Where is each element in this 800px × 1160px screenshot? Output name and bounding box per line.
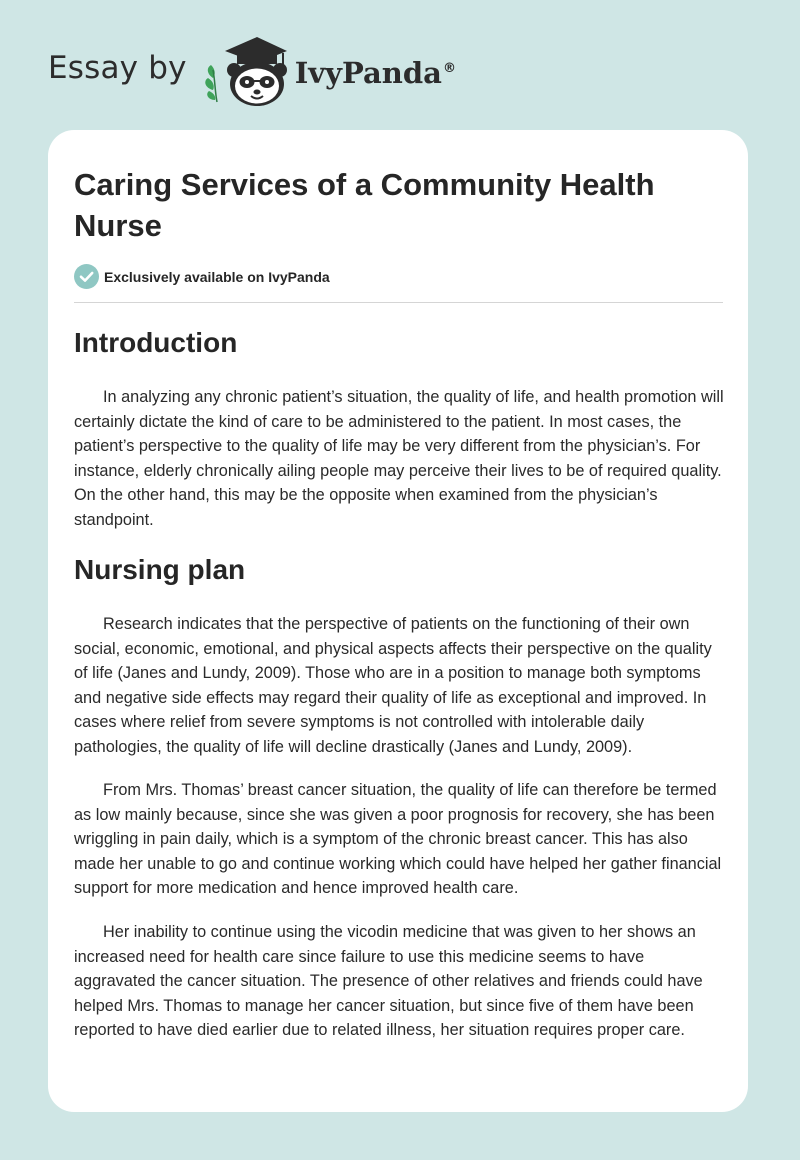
paragraph: From Mrs. Thomas’ breast cancer situation, the quality of life can therefore be termed as low mainly because, since she was given a poor prognosis for recovery, she has been wriggling in pain daily, which is a symptom of the chronic breast cancer. This has also made her unable to go and continue working which could have helped her gather financial support for more medication and hence improved health care. <box>74 781 722 898</box>
brand-name[interactable]: IvyPanda® <box>294 56 456 90</box>
title-divider <box>74 302 723 303</box>
registered-mark: ® <box>442 61 456 77</box>
section-heading-introduction: Introduction <box>74 327 238 358</box>
brand-header <box>48 34 456 108</box>
exclusive-label: Exclusively available on IvyPanda <box>104 268 330 285</box>
essay-title: Caring Services of a Community Health Nurse <box>74 167 655 243</box>
exclusive-badge <box>74 264 330 289</box>
paragraph: In analyzing any chronic patient’s situation, the quality of life, and health promotion will certainly dictate the kind of care to be administered to the patient. In most cases, the patient’s perspective to the quality of life may be very different from the physician’s. For instance, elderly chronically ailing people may perceive their lives to be of required quality. On the other hand, this may be the opposite when examined from the physician’s standpoint. <box>74 388 724 529</box>
essay-card <box>48 130 748 1112</box>
panda-graduate-logo-icon[interactable] <box>201 34 293 108</box>
paragraph: Her inability to continue using the vicodin medicine that was given to her shows an increased need for health care since failure to use this medicine seems to have aggravated the cancer situation. The presence of other relatives and friends could have helped Mrs. Thomas to manage her cancer situation, but since five of them have been reported to have died earlier due to related illness, her situation requires proper care. <box>74 923 703 1040</box>
check-circle-icon <box>74 264 99 289</box>
paragraph: Research indicates that the perspective of patients on the functioning of their own social, economic, emotional, and physical aspects affects their perspective on the quality of life (Janes and Lundy, 2009). Those who are in a position to manage both symptoms and negative side effects may regard their quality of life as exceptional and improved. In cases where relief from severe symptoms is not controlled with intolerable daily pathologies, the quality of life will decline drastically (Janes and Lundy, 2009). <box>74 615 712 756</box>
section-heading-nursing-plan: Nursing plan <box>74 554 246 585</box>
brand-prefix: Essay by <box>48 50 187 86</box>
